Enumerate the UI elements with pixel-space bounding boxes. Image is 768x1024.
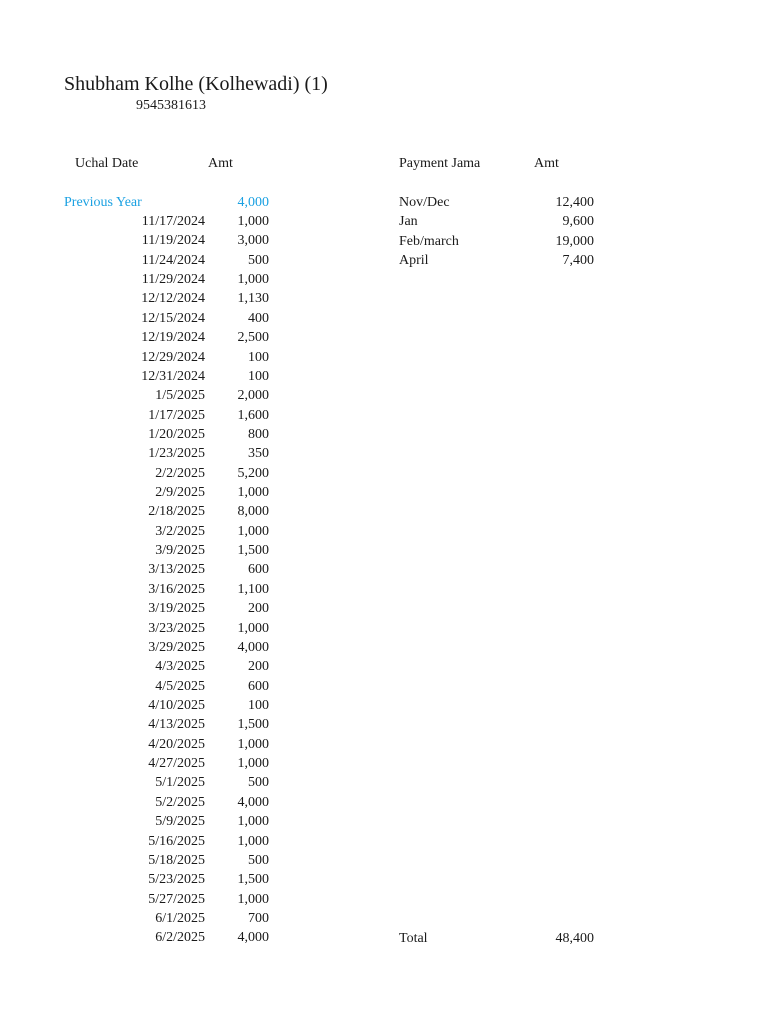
- table-row: [0, 310, 300, 329]
- uchal-date-cell: 6/2/2025: [155, 930, 205, 946]
- uchal-date-cell: 4/13/2025: [148, 717, 205, 733]
- payment-amt-cell: 9,600: [562, 214, 594, 230]
- table-row: [0, 233, 620, 252]
- uchal-date-cell: 4/20/2025: [148, 736, 205, 752]
- table-row: [0, 387, 300, 406]
- payment-month-cell: Nov/Dec: [399, 195, 450, 210]
- uchal-date-cell: 3/13/2025: [148, 562, 205, 578]
- uchal-date-cell: 3/29/2025: [148, 639, 205, 655]
- uchal-date-cell: 11/24/2024: [141, 252, 205, 268]
- previous-year-amount: 4,000: [237, 195, 269, 210]
- total-label: Total: [399, 931, 428, 946]
- uchal-ledger-table: [0, 213, 300, 949]
- uchal-amt-cell: 1,500: [237, 872, 269, 888]
- table-row: [0, 852, 300, 871]
- uchal-amt-cell: 100: [248, 697, 269, 713]
- uchal-date-cell: 6/1/2025: [155, 910, 205, 926]
- uchal-date-cell: 12/12/2024: [141, 291, 205, 307]
- uchal-amt-cell: 2,500: [237, 330, 269, 346]
- uchal-date-cell: 4/27/2025: [148, 756, 205, 772]
- uchal-amt-cell: 1,000: [237, 523, 269, 539]
- uchal-date-cell: 1/23/2025: [148, 446, 205, 462]
- table-row: [0, 271, 300, 290]
- uchal-amt-cell: 800: [248, 426, 269, 442]
- uchal-date-cell: 11/17/2024: [141, 214, 205, 229]
- uchal-amt-cell: 1,000: [237, 891, 269, 907]
- uchal-date-cell: 5/16/2025: [148, 833, 205, 849]
- table-row: [0, 484, 300, 503]
- table-row: [0, 407, 300, 426]
- uchal-amt-cell: 1,000: [237, 833, 269, 849]
- table-row: [0, 465, 300, 484]
- table-row: [0, 755, 300, 774]
- table-row: [0, 678, 300, 697]
- table-row: [0, 426, 300, 445]
- column-header-payment-amt: Amt: [534, 156, 559, 171]
- table-row: [0, 252, 620, 271]
- table-row: [0, 329, 300, 348]
- uchal-date-cell: 5/23/2025: [148, 872, 205, 888]
- uchal-date-cell: 5/18/2025: [148, 852, 205, 868]
- uchal-amt-cell: 4,000: [237, 639, 269, 655]
- table-row: [0, 581, 300, 600]
- uchal-amt-cell: 1,000: [237, 756, 269, 772]
- uchal-date-cell: 2/18/2025: [148, 504, 205, 520]
- column-header-uchal-date: Uchal Date: [75, 156, 139, 171]
- table-row: [0, 349, 300, 368]
- page-title: Shubham Kolhe (Kolhewadi) (1): [64, 73, 328, 95]
- uchal-date-cell: 5/1/2025: [155, 775, 205, 791]
- uchal-amt-cell: 1,000: [237, 620, 269, 636]
- table-row: [0, 368, 300, 387]
- table-row: [0, 213, 620, 232]
- table-row: [0, 290, 300, 309]
- phone-number: 9545381613: [136, 98, 206, 113]
- uchal-amt-cell: 600: [248, 562, 269, 578]
- uchal-amt-cell: 600: [248, 678, 269, 694]
- uchal-date-cell: 4/10/2025: [148, 697, 205, 713]
- uchal-amt-cell: 200: [248, 601, 269, 617]
- uchal-amt-cell: 1,130: [237, 291, 269, 307]
- payment-month-cell: Feb/march: [399, 233, 459, 249]
- uchal-date-cell: 5/9/2025: [155, 814, 205, 830]
- uchal-date-cell: 3/2/2025: [155, 523, 205, 539]
- table-row: [0, 503, 300, 522]
- payment-month-cell: April: [399, 253, 429, 269]
- uchal-date-cell: 3/9/2025: [155, 543, 205, 559]
- table-row: [0, 561, 300, 580]
- uchal-amt-cell: 1,000: [237, 272, 269, 288]
- table-row: [0, 774, 300, 793]
- uchal-amt-cell: 500: [248, 852, 269, 868]
- column-header-payment-jama: Payment Jama: [399, 156, 481, 171]
- uchal-date-cell: 11/19/2024: [141, 233, 205, 249]
- uchal-date-cell: 5/27/2025: [148, 891, 205, 907]
- table-row: [0, 542, 300, 561]
- uchal-amt-cell: 1,500: [237, 717, 269, 733]
- uchal-amt-cell: 1,600: [237, 407, 269, 423]
- table-row: [0, 813, 300, 832]
- table-row: [0, 736, 300, 755]
- uchal-amt-cell: 200: [248, 659, 269, 675]
- uchal-date-cell: 4/5/2025: [155, 678, 205, 694]
- payment-jama-table: [0, 194, 620, 272]
- table-row: [0, 910, 300, 929]
- uchal-date-cell: 3/19/2025: [148, 601, 205, 617]
- table-row: [0, 639, 300, 658]
- payment-amt-cell: 19,000: [555, 233, 594, 249]
- payment-amt-cell: 12,400: [555, 195, 594, 210]
- table-row: [0, 929, 300, 948]
- previous-year-label: Previous Year: [64, 195, 142, 210]
- uchal-date-cell: 4/3/2025: [155, 659, 205, 675]
- uchal-amt-cell: 350: [248, 446, 269, 462]
- uchal-amt-cell: 500: [248, 775, 269, 791]
- uchal-amt-cell: 4,000: [237, 930, 269, 946]
- uchal-amt-cell: 100: [248, 349, 269, 365]
- table-row: [0, 716, 300, 735]
- uchal-amt-cell: 1,000: [237, 736, 269, 752]
- uchal-date-cell: 12/19/2024: [141, 330, 205, 346]
- uchal-amt-cell: 400: [248, 310, 269, 326]
- uchal-amt-cell: 2,000: [237, 388, 269, 404]
- uchal-date-cell: 11/29/2024: [141, 272, 205, 288]
- uchal-amt-cell: 3,000: [237, 233, 269, 249]
- uchal-amt-cell: 4,000: [237, 794, 269, 810]
- uchal-date-cell: 1/5/2025: [155, 388, 205, 404]
- payment-month-cell: Jan: [399, 214, 418, 230]
- uchal-date-cell: 3/16/2025: [148, 581, 205, 597]
- table-row: [0, 658, 300, 677]
- uchal-amt-cell: 1,100: [237, 581, 269, 597]
- table-row: [0, 445, 300, 464]
- uchal-amt-cell: 1,000: [237, 214, 269, 229]
- uchal-date-cell: 12/31/2024: [141, 368, 205, 384]
- uchal-date-cell: 1/17/2025: [148, 407, 205, 423]
- uchal-amt-cell: 8,000: [237, 504, 269, 520]
- uchal-amt-cell: 700: [248, 910, 269, 926]
- uchal-date-cell: 2/9/2025: [155, 485, 205, 501]
- table-row: [0, 523, 300, 542]
- uchal-amt-cell: 1,000: [237, 485, 269, 501]
- table-row: [0, 600, 300, 619]
- payment-amt-cell: 7,400: [562, 253, 594, 269]
- total-value: 48,400: [555, 931, 594, 946]
- table-row: [0, 194, 620, 213]
- uchal-amt-cell: 5,200: [237, 465, 269, 481]
- uchal-amt-cell: 100: [248, 368, 269, 384]
- uchal-date-cell: 1/20/2025: [148, 426, 205, 442]
- uchal-amt-cell: 1,000: [237, 814, 269, 830]
- uchal-date-cell: 12/15/2024: [141, 310, 205, 326]
- table-row: [0, 871, 300, 890]
- uchal-amt-cell: 1,500: [237, 543, 269, 559]
- table-row: [0, 891, 300, 910]
- column-header-uchal-amt: Amt: [208, 156, 233, 171]
- table-row: [0, 620, 300, 639]
- uchal-date-cell: 2/2/2025: [155, 465, 205, 481]
- table-row: [0, 794, 300, 813]
- uchal-amt-cell: 500: [248, 252, 269, 268]
- uchal-date-cell: 5/2/2025: [155, 794, 205, 810]
- table-row: [0, 697, 300, 716]
- uchal-date-cell: 3/23/2025: [148, 620, 205, 636]
- uchal-date-cell: 12/29/2024: [141, 349, 205, 365]
- table-row: [0, 833, 300, 852]
